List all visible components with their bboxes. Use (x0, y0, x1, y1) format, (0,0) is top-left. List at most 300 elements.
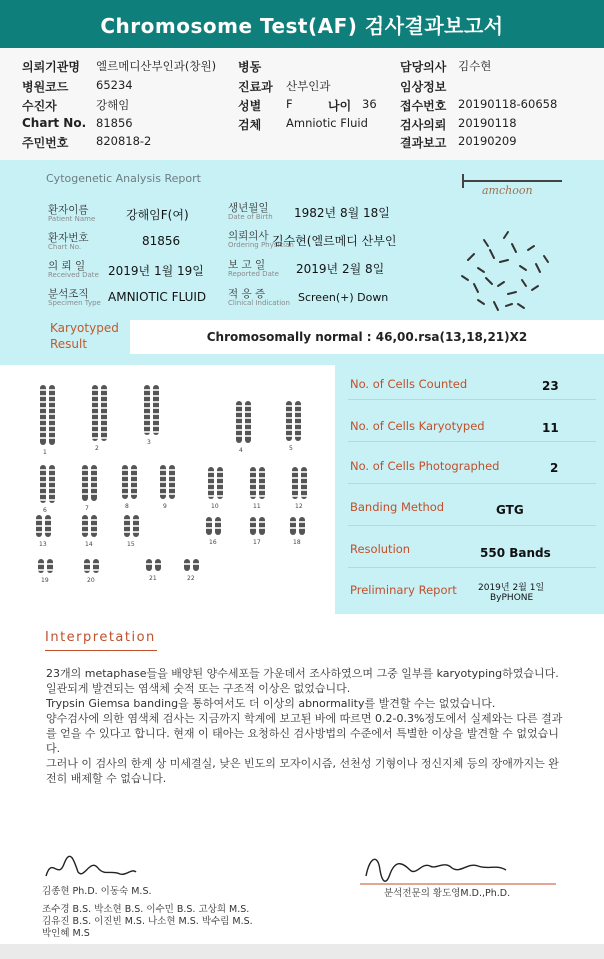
chromosome-band (217, 483, 223, 485)
chromosome (215, 517, 221, 535)
chromosome-band (84, 569, 90, 571)
left-signature-staff-3: 박인혜 M.S (42, 928, 90, 939)
chromosome-band (217, 489, 223, 491)
reported-sub: Reported Date (228, 270, 279, 278)
chromosome-band (184, 563, 190, 565)
chromosome-band (259, 489, 265, 491)
chromosome-band (47, 569, 53, 571)
dob-sub: Date of Birth (228, 213, 273, 221)
chromosome-band (124, 519, 130, 521)
chromosome-band (91, 481, 97, 483)
chromosome-band (82, 469, 88, 471)
chromosome-band (91, 475, 97, 477)
received-sub: Received Date (48, 271, 99, 279)
chromosome-number: 6 (43, 507, 47, 514)
chromosome-number: 1 (43, 449, 47, 456)
chromosome-band (245, 417, 251, 419)
chromosome-band (155, 563, 161, 565)
chromosome-band (49, 401, 55, 403)
chromosome-band (153, 401, 159, 403)
chromosome-band (40, 395, 46, 397)
chromosome-band (91, 493, 97, 495)
chromosome-number: 14 (85, 541, 93, 548)
chromosome-band (49, 493, 55, 495)
chromosome-band (292, 483, 298, 485)
chromosome-number: 16 (209, 539, 217, 546)
chromosome-band (122, 487, 128, 489)
hospital-code: 65234 (96, 78, 133, 92)
chromosome-band (169, 475, 175, 477)
chromosome (290, 517, 296, 535)
chromosome-band (49, 419, 55, 421)
report-date-label: 결과보고 (400, 136, 447, 150)
chromosome-band (49, 475, 55, 477)
chromosome-band (286, 405, 292, 407)
chromosome-band (101, 413, 107, 415)
chromosome-band (49, 413, 55, 415)
chromosome-band (290, 521, 296, 523)
chromosome-band (250, 521, 256, 523)
chromosome-band (153, 413, 159, 415)
attending-physician: 김수현 (458, 59, 492, 73)
chromosome-band (92, 437, 98, 439)
chart-sub: Chart No. (48, 243, 82, 251)
chromosome-number: 21 (149, 575, 157, 582)
report-title: Chromosome Test(AF) 검사결과보고서 (0, 0, 604, 48)
chromosome-band (101, 437, 107, 439)
chromosome-band (259, 471, 265, 473)
chromosome-band (92, 395, 98, 397)
receipt-no-label: 접수번호 (400, 99, 447, 113)
ordering-label: 의뢰의사 (228, 230, 269, 242)
chromosome-band (153, 431, 159, 433)
chromosome-band (40, 425, 46, 427)
chromosome-band (236, 429, 242, 431)
chromosome-band (144, 413, 150, 415)
chromosome-band (295, 411, 301, 413)
cells-photographed-value: 2 (550, 461, 559, 475)
reported-value: 2019년 2월 8일 (296, 262, 385, 276)
indication-label: 적 응 증 (228, 288, 266, 300)
chromosome-band (133, 525, 139, 527)
chromosome-number: 5 (289, 445, 293, 452)
chromosome-band (92, 407, 98, 409)
chromosome-band (144, 419, 150, 421)
chromosome-band (49, 437, 55, 439)
chromosome-band (38, 569, 44, 571)
right-signature-image (356, 846, 556, 892)
chromosome (153, 385, 159, 435)
chromosome-number: 11 (253, 503, 261, 510)
chromosome-band (45, 519, 51, 521)
chromosome-band (82, 487, 88, 489)
chromosome-band (122, 475, 128, 477)
chromosome-band (122, 481, 128, 483)
interpretation-title: Interpretation (45, 630, 156, 645)
chromosome-band (40, 419, 46, 421)
chromosome-band (250, 489, 256, 491)
chromosome-band (286, 435, 292, 437)
chromosome-band (290, 527, 296, 529)
indication-value: Screen(+) Down (298, 291, 389, 304)
bottom-band (0, 944, 604, 959)
ward-label: 병동 (238, 60, 262, 74)
department: 산부인과 (286, 79, 331, 93)
chromosome-number: 19 (41, 577, 49, 584)
chromosome-band (36, 525, 42, 527)
interpretation-paragraph: 양수검사에 의한 염색체 검사는 지금까지 학계에 보고된 바에 따르면 0.2-0.3%정도에서 실제와는 다른 결과를 얻을 수 있다고 합니다. 현재 이 태아는 요청하신 검사방법의 수준에서 특별한 이상을 발견할 수 없었습니다. (46, 712, 563, 755)
chromosome-band (144, 407, 150, 409)
chromosome-band (250, 483, 256, 485)
chromosome-band (45, 525, 51, 527)
chromosome-band (301, 477, 307, 479)
chromosome-band (301, 471, 307, 473)
chromosome-band (47, 563, 53, 565)
chromosome-band (101, 407, 107, 409)
chromosome-band (38, 563, 44, 565)
brand-rule (462, 180, 562, 182)
banding-method-value: GTG (496, 503, 524, 517)
stat-divider (348, 441, 596, 442)
chromosome-band (82, 493, 88, 495)
stat-divider (348, 399, 596, 400)
attending-physician-label: 담당의사 (400, 60, 447, 74)
resident-no: 820818-2 (96, 134, 152, 148)
chromosome-band (236, 435, 242, 437)
chromosome-number: 9 (163, 503, 167, 510)
chromosome-band (160, 493, 166, 495)
chromosome-number: 13 (39, 541, 47, 548)
request-date: 20190118 (458, 116, 517, 130)
chromosome-band (169, 487, 175, 489)
chromosome-band (217, 471, 223, 473)
cells-counted-value: 23 (542, 379, 559, 393)
chromosome-number: 15 (127, 541, 135, 548)
brand-logo: amchoon (482, 184, 533, 197)
chromosome-band (91, 531, 97, 533)
chromosome-band (131, 493, 137, 495)
preliminary-report-date: 2019년 2월 1일 (478, 583, 545, 593)
left-signature-staff-2: 김유진 B.S. 이진빈 M.S. 나소현 M.S. 박수림 M.S. (42, 916, 253, 927)
chromosome-band (193, 563, 199, 565)
chromosome-band (131, 481, 137, 483)
chromosome-band (286, 417, 292, 419)
chromosome-band (299, 527, 305, 529)
chromosome-band (292, 495, 298, 497)
chromosome-band (92, 413, 98, 415)
left-signature-image (40, 850, 140, 886)
chromosome-band (101, 425, 107, 427)
chromosome-band (236, 417, 242, 419)
chromosome-band (40, 469, 46, 471)
report-header: Cytogenetic Analysis Report (46, 172, 201, 185)
resolution-label: Resolution (350, 542, 411, 556)
hospital-code-label: 병원코드 (22, 80, 69, 94)
chromosome-band (208, 495, 214, 497)
chromosome-band (92, 389, 98, 391)
chromosome-band (292, 471, 298, 473)
chromosome-band (49, 431, 55, 433)
chromosome-band (144, 431, 150, 433)
chromosome-band (153, 395, 159, 397)
received-label: 의 뢰 일 (48, 260, 86, 272)
chromosome-band (259, 477, 265, 479)
chromosome-band (40, 437, 46, 439)
chromosome-band (91, 519, 97, 521)
preliminary-report-label: Preliminary Report (350, 583, 457, 597)
chromosome-band (40, 413, 46, 415)
chromosome-band (295, 429, 301, 431)
stat-divider (348, 483, 596, 484)
brand-rule-vertical (462, 174, 464, 188)
chromosome-band (169, 481, 175, 483)
chromosome-band (245, 405, 251, 407)
chromosome-band (40, 481, 46, 483)
age: 36 (362, 97, 377, 111)
karyotyped-result-label (50, 320, 119, 352)
chromosome-band (101, 419, 107, 421)
age-label: 나이 (328, 99, 352, 113)
requesting-institution-label: 의뢰기관명 (22, 60, 80, 74)
preliminary-report-method: ByPHONE (490, 593, 534, 603)
chromosome-band (217, 495, 223, 497)
left-signature-primary: 김종현 Ph.D. 이동숙 M.S. (42, 886, 152, 897)
chromosome-band (131, 469, 137, 471)
chromosome-band (40, 487, 46, 489)
chromosome-band (40, 499, 46, 501)
chromosome-band (295, 435, 301, 437)
chromosome-band (160, 469, 166, 471)
chromosome-band (49, 407, 55, 409)
resolution-value: 550 Bands (480, 546, 551, 560)
stat-divider (348, 567, 596, 568)
chromosome-band (250, 527, 256, 529)
left-signature-staff-1: 조수경 B.S. 박소현 B.S. 이수민 B.S. 고상희 M.S. (42, 904, 250, 915)
chart-no-label: Chart No. (22, 116, 87, 130)
chromosome-band (40, 493, 46, 495)
chromosome (299, 517, 305, 535)
chromosome-band (82, 531, 88, 533)
chromosome (250, 517, 256, 535)
chromosome-band (292, 489, 298, 491)
karyotyped-label-line1: Karyotyped (50, 321, 119, 335)
cells-karyotyped-value: 11 (542, 421, 559, 435)
chromosome-band (236, 423, 242, 425)
chromosome-band (160, 475, 166, 477)
received-value: 2019년 1월 19일 (108, 264, 204, 278)
stat-divider (348, 525, 596, 526)
banding-method-label: Banding Method (350, 500, 445, 514)
chromosome-band (92, 401, 98, 403)
chromosome-band (101, 395, 107, 397)
chromosome-band (215, 521, 221, 523)
chromosome-band (206, 521, 212, 523)
chromosome-band (295, 423, 301, 425)
sex: F (286, 97, 293, 111)
chromosome-band (122, 469, 128, 471)
interpretation-text (46, 666, 566, 786)
chromosome-band (286, 411, 292, 413)
karyotype-result: Chromosomally normal : 46,00.rsa(13,18,21)X2 (130, 320, 604, 354)
interpretation-paragraph: 일관되게 발견되는 염색체 숫적 또는 구조적 이상은 없었습니다. (46, 682, 351, 695)
chromosome-band (208, 489, 214, 491)
cytogenetic-report (0, 160, 604, 614)
chromosome-band (101, 431, 107, 433)
chromosome-band (208, 477, 214, 479)
chromosome-band (259, 527, 265, 529)
chromosome-band (36, 531, 42, 533)
chromosome-band (169, 493, 175, 495)
specimen-label: 검체 (238, 118, 262, 132)
specimen: Amniotic Fluid (286, 116, 368, 130)
clinical-info-label: 임상정보 (400, 80, 447, 94)
chromosome-band (91, 487, 97, 489)
chromosome-band (215, 527, 221, 529)
ordering-value: 김수현(엘르메디 산부인 (272, 234, 397, 248)
chromosome-band (49, 389, 55, 391)
chromosome-band (295, 405, 301, 407)
chromosome-band (82, 475, 88, 477)
chromosome-band (146, 563, 152, 565)
chromosome-band (93, 563, 99, 565)
chromosome-band (160, 487, 166, 489)
sex-label: 성별 (238, 99, 262, 113)
chromosome-band (245, 435, 251, 437)
dob-label: 생년월일 (228, 202, 269, 214)
chromosome (206, 517, 212, 535)
chromosome-band (236, 405, 242, 407)
chromosome-band (122, 493, 128, 495)
chromosome-band (153, 389, 159, 391)
chromosome-band (49, 395, 55, 397)
specimen-type-value: AMNIOTIC FLUID (108, 290, 207, 304)
chromosome-number: 20 (87, 577, 95, 584)
chromosome-band (133, 531, 139, 533)
department-label: 진료과 (238, 80, 273, 94)
chromosome-band (250, 495, 256, 497)
chromosome-band (299, 521, 305, 523)
ordering-sub: Ordering Physician (228, 241, 294, 249)
chromosome-band (286, 429, 292, 431)
chromosome-band (124, 525, 130, 527)
karyogram-image (0, 365, 335, 614)
chromosome-band (245, 429, 251, 431)
chromosome-band (91, 469, 97, 471)
chromosome-number: 3 (147, 439, 151, 446)
interpretation-paragraph: 23개의 metaphase들을 배양된 양수세포들 가운데서 조사하였으며 그중 일부를 karyotyping하였습니다. (46, 667, 559, 680)
specimen-type-sub: Specimen Type (48, 299, 101, 307)
chromosome-band (245, 423, 251, 425)
interpretation-section (0, 614, 604, 944)
request-date-label: 검사의뢰 (400, 118, 447, 132)
interpretation-paragraph: Trypsin Giemsa banding을 통하여서도 더 이상의 abnormality를 발견할 수는 없었습니다. (46, 697, 496, 710)
chromosome-band (208, 471, 214, 473)
patient-info-section (0, 52, 604, 152)
chromosome-band (124, 531, 130, 533)
indication-sub: Clinical Indication (228, 299, 290, 307)
chromosome-band (131, 475, 137, 477)
karyogram (0, 365, 335, 614)
chromosome-band (245, 411, 251, 413)
chromosome-band (160, 481, 166, 483)
requesting-institution: 엘르메디산부인과(창원) (96, 59, 217, 73)
chromosome-band (40, 401, 46, 403)
report-date: 20190209 (458, 134, 517, 148)
chromosome-band (236, 411, 242, 413)
chromosome-band (45, 531, 51, 533)
chromosome-number: 7 (85, 505, 89, 512)
chromosome-band (301, 489, 307, 491)
chromosome-band (169, 469, 175, 471)
chromosome-band (49, 425, 55, 427)
karyotyped-label-line2: Result (50, 337, 88, 351)
chromosome-number: 17 (253, 539, 261, 546)
chromosome-band (292, 477, 298, 479)
chromosome-band (93, 569, 99, 571)
patient-name: 강해임 (96, 98, 130, 112)
cells-counted-label: No. of Cells Counted (350, 377, 468, 391)
chromosome-number: 12 (295, 503, 303, 510)
chromosome-number: 10 (211, 503, 219, 510)
chromosome-band (92, 425, 98, 427)
chart-no: 81856 (96, 116, 133, 130)
chart-label: 환자번호 (48, 232, 89, 244)
chromosome-number: 8 (125, 503, 129, 510)
chart-value: 81856 (142, 234, 181, 248)
chromosome-band (92, 431, 98, 433)
patient-name-value: 강해임F(여) (126, 208, 189, 222)
chromosome-band (301, 483, 307, 485)
chromosome-band (208, 483, 214, 485)
chromosome-band (250, 477, 256, 479)
specimen-type-label: 분석조직 (48, 288, 89, 300)
resident-no-label: 주민번호 (22, 136, 69, 150)
chromosome-band (301, 495, 307, 497)
chromosome-band (144, 401, 150, 403)
interpretation-paragraph: 그러나 이 검사의 한계 상 미세결실, 낮은 빈도의 모자이시즘, 선천성 기형이나 정신지체 등의 장애까지는 완전히 배제할 수 없습니다. (46, 757, 559, 785)
chromosome (144, 385, 150, 435)
chromosome-band (82, 525, 88, 527)
chromosome-band (84, 563, 90, 565)
chromosome-number: 18 (293, 539, 301, 546)
analysis-stats (336, 365, 604, 614)
patient-name-sub: Patient Name (48, 215, 96, 223)
chromosome-band (49, 469, 55, 471)
dob-value: 1982년 8월 18일 (294, 206, 390, 220)
chromosome-band (259, 521, 265, 523)
receipt-no: 20190118-60658 (458, 97, 558, 111)
chromosome-number: 4 (239, 447, 243, 454)
chromosome-band (259, 495, 265, 497)
chromosome-band (82, 481, 88, 483)
chromosome-band (40, 407, 46, 409)
chromosome-band (153, 407, 159, 409)
chromosome-band (82, 519, 88, 521)
chromosome-band (101, 401, 107, 403)
chromosome-band (217, 477, 223, 479)
chromosome-band (250, 471, 256, 473)
chromosome-band (133, 519, 139, 521)
chromosome-band (49, 481, 55, 483)
chromosome-band (40, 431, 46, 433)
interpretation-rule (45, 650, 157, 651)
chromosome-band (153, 419, 159, 421)
right-signature: 분석전문의 황도영M.D.,Ph.D. (384, 888, 511, 899)
chromosome-band (131, 487, 137, 489)
chromosome-band (36, 519, 42, 521)
chromosome-band (101, 389, 107, 391)
chromosome-band (286, 423, 292, 425)
